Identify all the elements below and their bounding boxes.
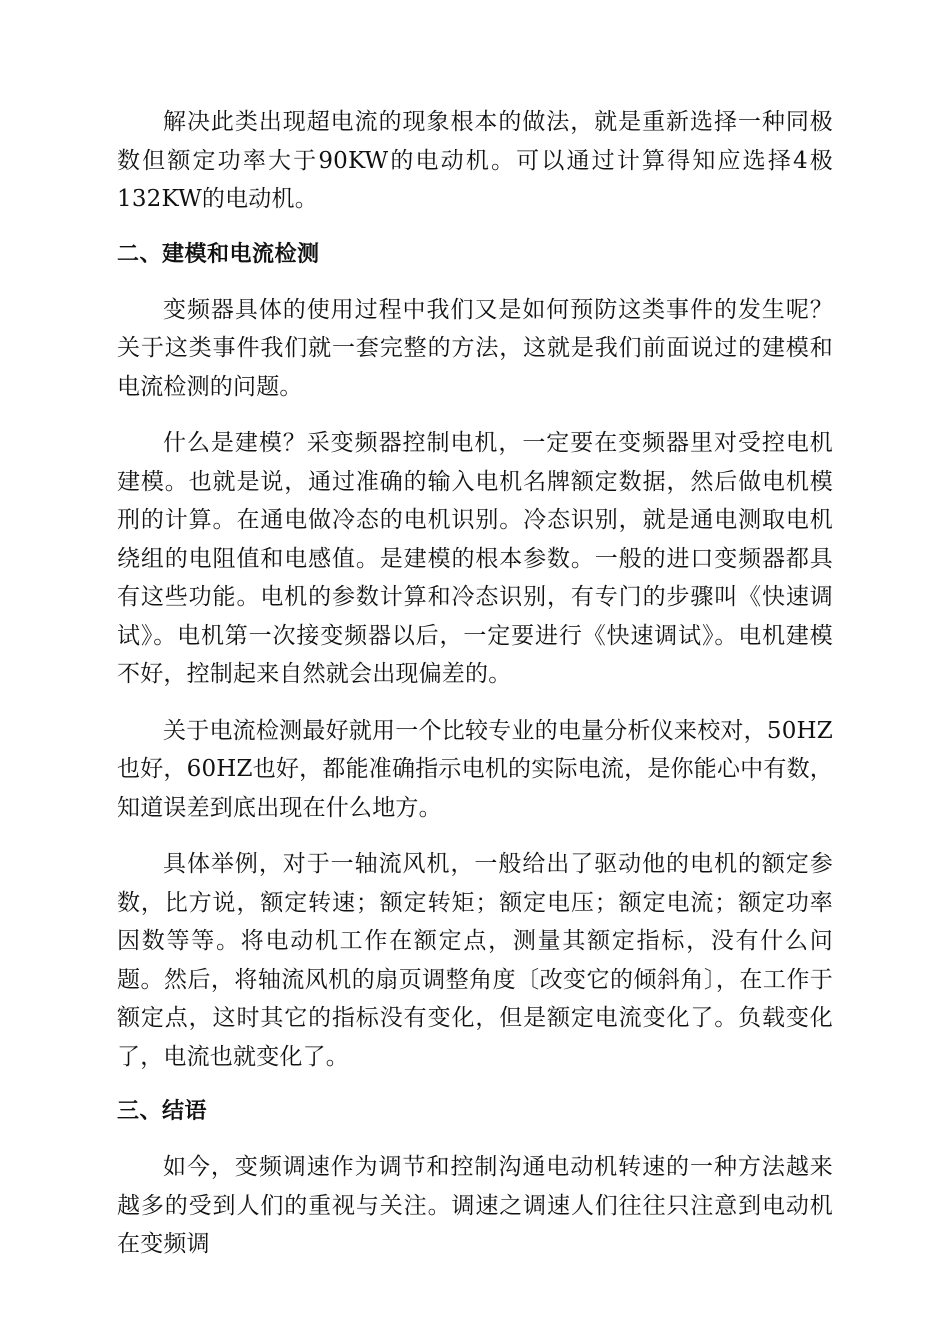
document-page <box>117 103 833 1264</box>
paragraph-example: 具体举例，对于一轴流风机，一般给出了驱动他的电机的额定参数，比方说，额定转速；额定转矩；额定电压；额定电流；额定功率因数等等。将电动机工作在额定点，测量其额定指标，没有什么问题。然后，将轴流风机的扇页调整角度〔改变它的倾斜角〕，在工作于额定点，这时其它的指标没有变化，但是额定电流变化了。负载变化了，电流也就变化了。 <box>117 851 833 1070</box>
spacer <box>117 406 833 424</box>
section-heading-modeling: 二、建模和电流检测 <box>117 241 320 267</box>
spacer <box>117 1076 833 1093</box>
paragraph-prevention: 变频器具体的使用过程中我们又是如何预防这类事件的发生呢？关于这类事件我们就一套完整的方法，这就是我们前面说过的建模和电流检测的问题。 <box>117 296 833 400</box>
spacer <box>117 274 833 291</box>
spacer <box>117 827 833 845</box>
paragraph-motor-selection: 解决此类出现超电流的现象根本的做法，就是重新选择一种同极数但额定功率大于90KW的电动机。可以通过计算得知应选择4极132KW的电动机。 <box>117 109 833 212</box>
paragraph-conclusion: 如今，变频调速作为调节和控制沟通电动机转速的一种方法越来越多的受到人们的重视与关注。调速之调速人们往往只注意到电动机在变频调 <box>117 1154 833 1257</box>
section-heading-conclusion: 三、结语 <box>117 1099 208 1124</box>
spacer <box>117 219 833 236</box>
paragraph-current-detection: 关于电流检测最好就用一个比较专业的电量分析仪来校对，50HZ也好，60HZ也好，都能准确指示电机的实际电流，是你能心中有数，知道误差到底出现在什么地方。 <box>117 717 833 821</box>
spacer <box>117 694 833 712</box>
spacer <box>117 1131 833 1148</box>
paragraph-modeling: 什么是建模？采变频器控制电机，一定要在变频器里对受控电机建模。也就是说，通过准确的输入电机名牌额定数据，然后做电机模刑的计算。在通电做冷态的电机识别。冷态识别，就是通电测取电机绕组的电阻值和电感值。是建模的根本参数。一般的进口变频器都具有这些功能。电机的参数计算和冷态识别，有专门的步骤叫《快速调试》。电机第一次接变频器以后，一定要进行《快速调试》。电机建模不好，控制起来自然就会出现偏差的。 <box>117 430 833 687</box>
